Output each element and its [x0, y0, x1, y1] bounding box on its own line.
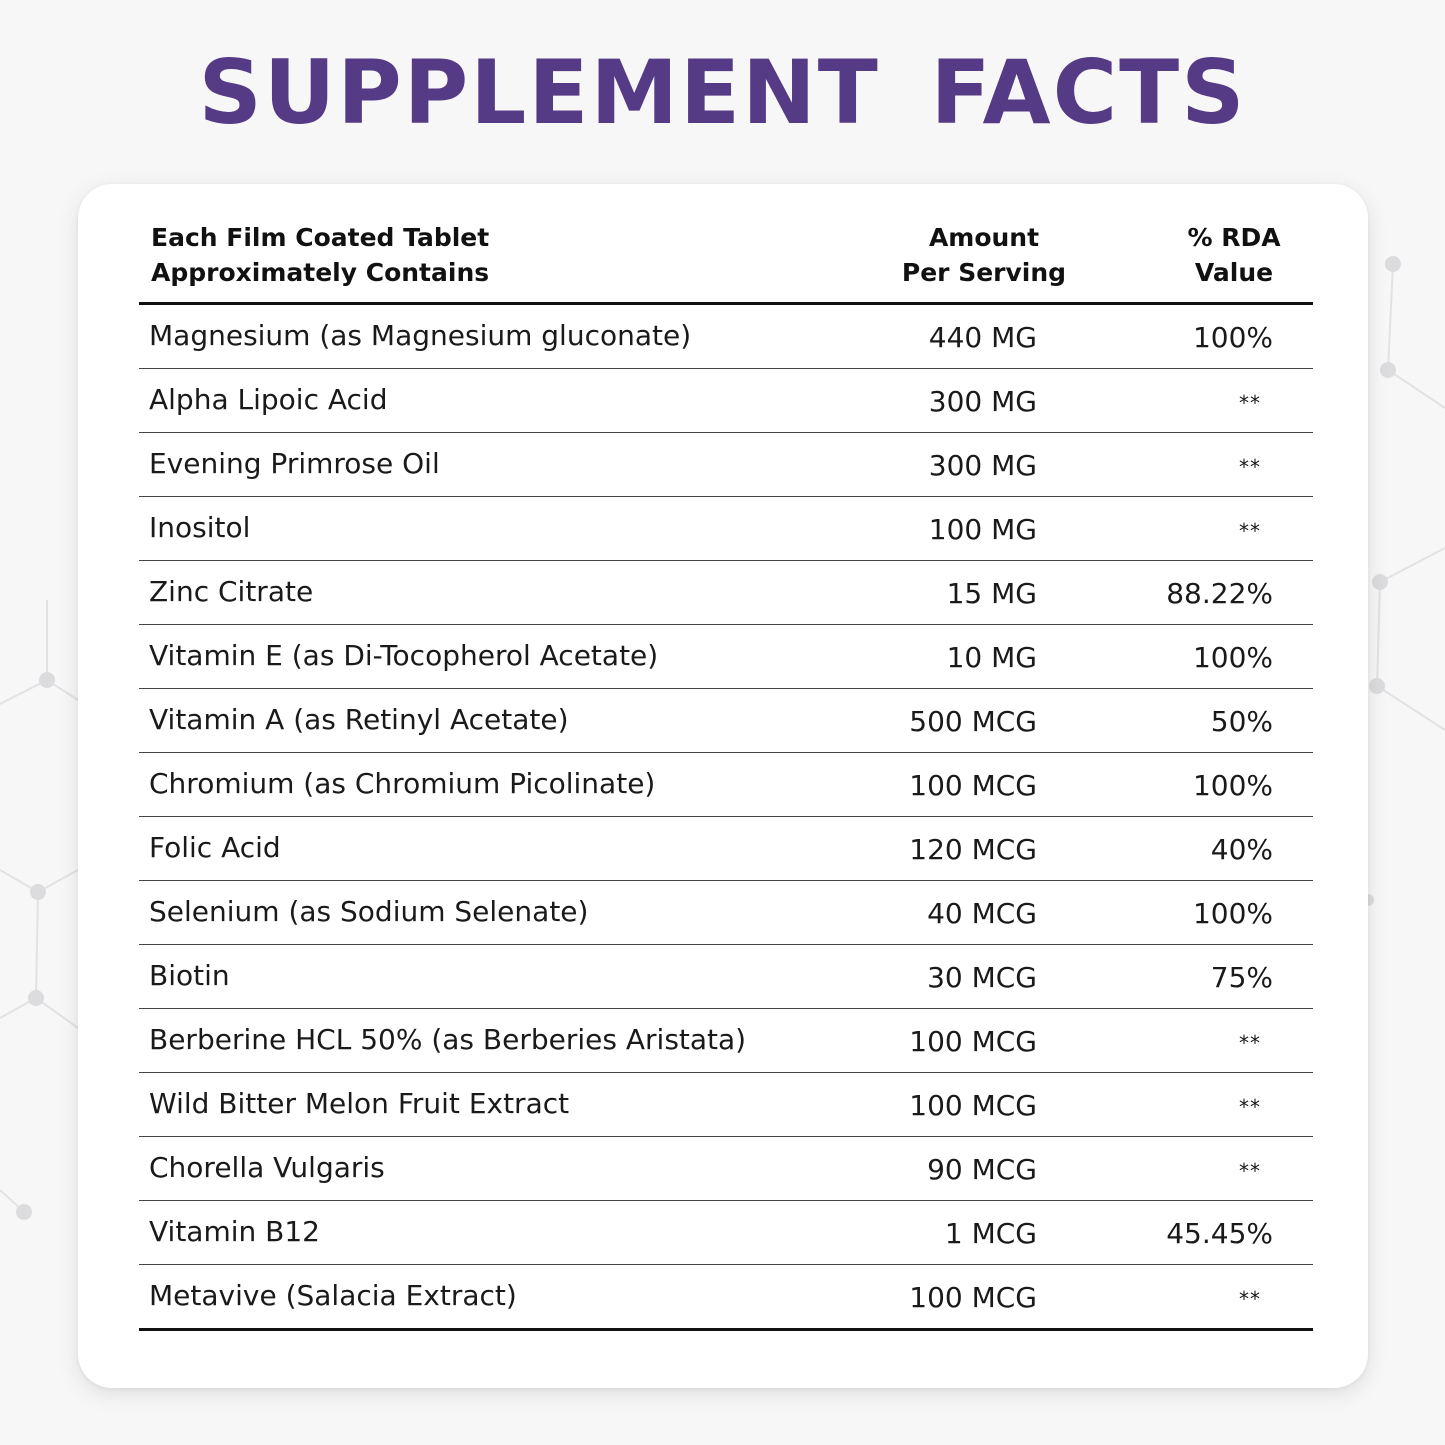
table-header — [139, 184, 1313, 305]
ingredient-name: Magnesium (as Magnesium gluconate) — [149, 319, 692, 352]
ingredient-rda: 100% — [1192, 321, 1273, 354]
header-rda-line1: % RDA — [1187, 223, 1281, 252]
ingredient-rda: 88.22% — [1166, 577, 1273, 610]
ingredient-rda: ** — [1239, 1287, 1261, 1311]
ingredient-rda: ** — [1239, 519, 1261, 543]
ingredient-name: Vitamin A (as Retinyl Acetate) — [149, 703, 569, 736]
ingredient-amount: 120 MCG — [909, 833, 1037, 866]
ingredient-rda: ** — [1239, 1159, 1261, 1183]
ingredient-name: Chromium (as Chromium Picolinate) — [149, 767, 656, 800]
ingredient-rda: 75% — [1210, 961, 1273, 994]
ingredient-amount: 30 MCG — [927, 961, 1037, 994]
table-row — [139, 1201, 1313, 1265]
ingredient-amount: 1 MCG — [944, 1217, 1037, 1250]
ingredient-amount: 90 MCG — [927, 1153, 1037, 1186]
ingredient-amount: 10 MG — [946, 641, 1037, 674]
header-amount-line1: Amount — [928, 223, 1040, 252]
ingredient-rda: 50% — [1210, 705, 1273, 738]
table-row — [139, 753, 1313, 817]
ingredient-name: Evening Primrose Oil — [149, 447, 440, 480]
ingredient-name: Vitamin E (as Di-Tocopherol Acetate) — [149, 639, 659, 672]
ingredient-amount: 300 MG — [928, 385, 1037, 418]
table-row — [139, 881, 1313, 945]
table-row — [139, 1073, 1313, 1137]
ingredient-rda: 45.45% — [1166, 1217, 1273, 1250]
ingredient-rda: ** — [1239, 1031, 1261, 1055]
header-ingredient-line2: Approximately Contains — [151, 258, 490, 287]
header-amount-line2: Per Serving — [901, 258, 1067, 287]
ingredient-name: Inositol — [149, 511, 251, 544]
ingredient-name: Selenium (as Sodium Selenate) — [149, 895, 589, 928]
table-row — [139, 1265, 1313, 1331]
header-rda — [1169, 220, 1299, 290]
ingredient-name: Folic Acid — [149, 831, 281, 864]
ingredient-amount: 100 MCG — [909, 1281, 1037, 1314]
ingredient-amount: 300 MG — [928, 449, 1037, 482]
table-row — [139, 1009, 1313, 1073]
ingredient-rda: 40% — [1210, 833, 1273, 866]
header-ingredient-line1: Each Film Coated Tablet — [151, 223, 490, 252]
ingredient-name: Chorella Vulgaris — [149, 1151, 385, 1184]
ingredient-name: Biotin — [149, 959, 230, 992]
ingredient-amount: 100 MG — [928, 513, 1037, 546]
table-row — [139, 497, 1313, 561]
ingredient-rda: ** — [1239, 1095, 1261, 1119]
ingredient-amount: 100 MCG — [909, 769, 1037, 802]
ingredient-amount: 40 MCG — [927, 897, 1037, 930]
ingredient-rda: 100% — [1192, 641, 1273, 674]
table-row — [139, 305, 1313, 369]
ingredient-amount: 15 MG — [946, 577, 1037, 610]
ingredient-name: Vitamin B12 — [149, 1215, 320, 1248]
table-row — [139, 433, 1313, 497]
supplement-facts-card — [78, 184, 1368, 1388]
table-row — [139, 1137, 1313, 1201]
ingredient-name: Berberine HCL 50% (as Berberies Aristata) — [149, 1023, 747, 1056]
table-row — [139, 561, 1313, 625]
table-row — [139, 817, 1313, 881]
header-ingredient — [151, 220, 751, 290]
ingredient-name: Zinc Citrate — [149, 575, 314, 608]
header-amount — [879, 220, 1089, 290]
ingredient-rda: ** — [1239, 455, 1261, 479]
table-row — [139, 945, 1313, 1009]
ingredient-rda: 100% — [1192, 769, 1273, 802]
ingredient-amount: 440 MG — [928, 321, 1037, 354]
table-row — [139, 689, 1313, 753]
ingredient-rda: 100% — [1192, 897, 1273, 930]
table-row — [139, 625, 1313, 689]
ingredient-rda: ** — [1239, 391, 1261, 415]
ingredient-name: Alpha Lipoic Acid — [149, 383, 388, 416]
ingredient-amount: 100 MCG — [909, 1025, 1037, 1058]
supplement-facts-table — [139, 184, 1313, 1331]
ingredient-name: Metavive (Salacia Extract) — [149, 1279, 517, 1312]
ingredient-name: Wild Bitter Melon Fruit Extract — [149, 1087, 570, 1120]
header-rda-line2: Value — [1194, 258, 1274, 287]
table-row — [139, 369, 1313, 433]
ingredient-amount: 500 MCG — [909, 705, 1037, 738]
page-title: SUPPLEMENT FACTS — [198, 41, 1247, 144]
ingredient-amount: 100 MCG — [909, 1089, 1037, 1122]
